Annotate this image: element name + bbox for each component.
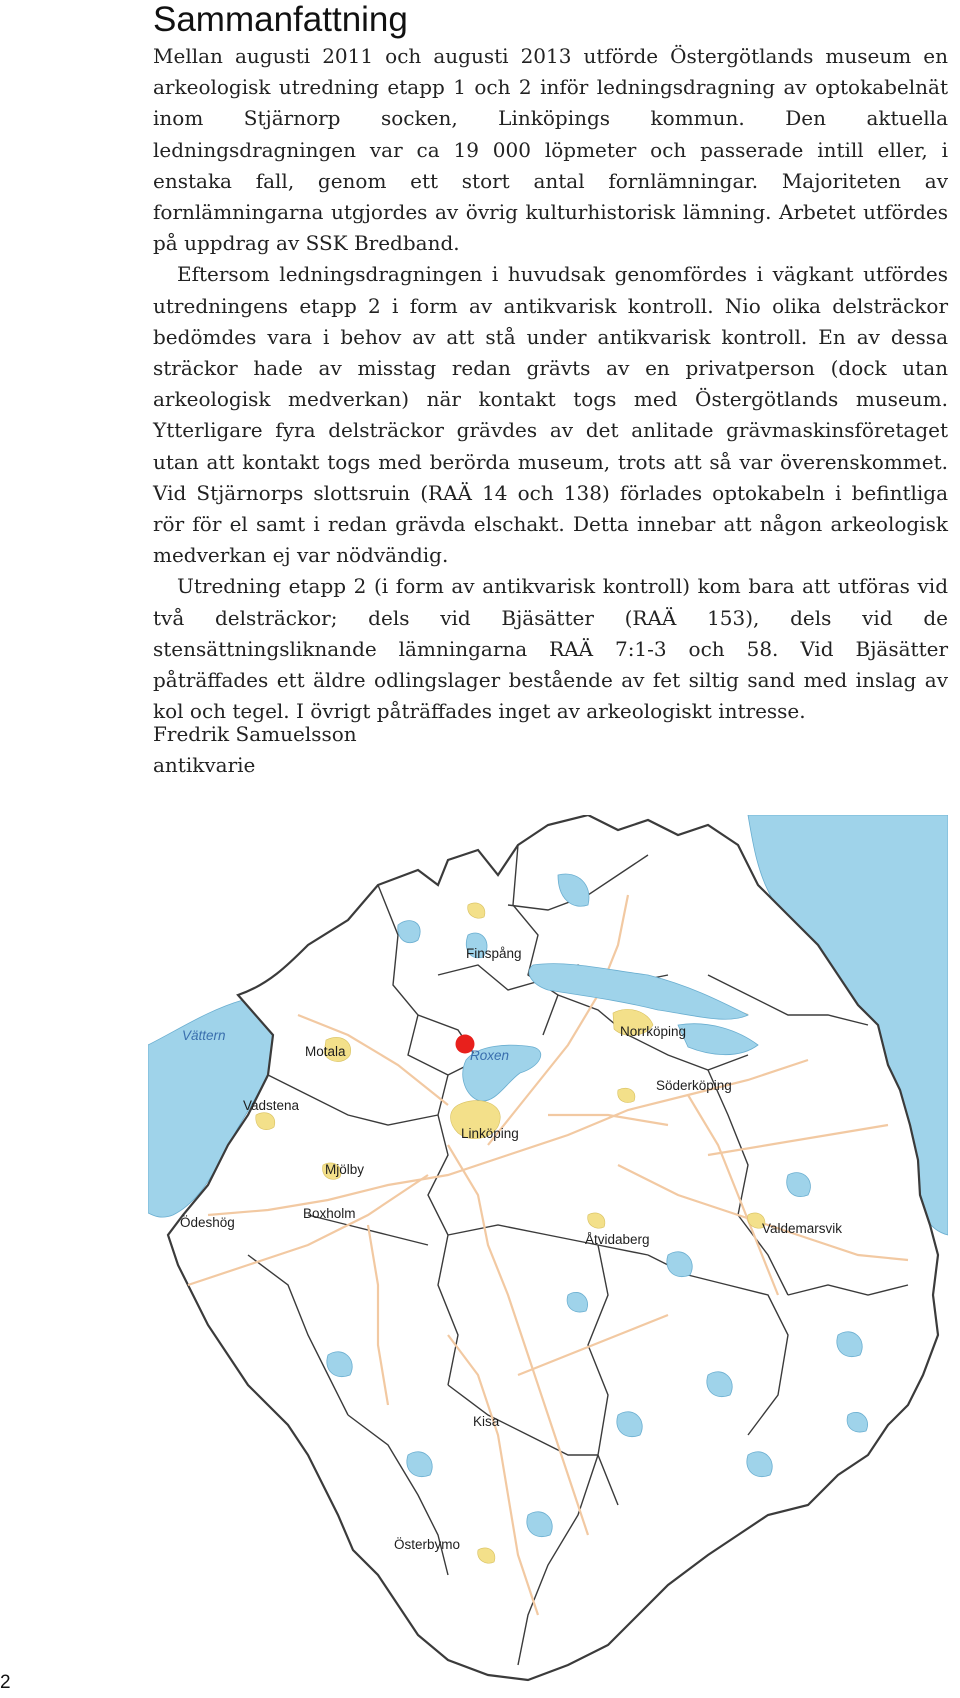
page-number: 2 — [0, 1672, 11, 1693]
map-label-motala: Motala — [305, 1044, 346, 1059]
summary-paragraph: Eftersom ledningsdragningen i huvudsak genomfördes i vägkant utfördes utredningens etapp 2 i form av antikvarisk kontroll. Nio olika delsträckor bedömdes vara i behov av att stå under antikvarisk kontroll. En av dessa sträckor hade av misstag redan grävts av en privatperson (dock utan arkeologisk medverkan) när kontakt togs med Östergötlands museum. Ytterligare fyra delsträckor grävdes av det anlitade grävmaskinsföretaget utan att kontakt togs med berörda museum, trots att så var överenskommet. Vid Stjärnorps slottsruin (RAÄ 14 och 138) förlades optokabeln i befintliga rör för el samt i redan grävda elschakt. Detta innebar att någon arkeologisk medverkan ej var nödvändig. — [153, 262, 948, 568]
map-label-roxen: Roxen — [470, 1048, 510, 1063]
map-label-linkoping: Linköping — [461, 1126, 519, 1141]
summary-paragraph: Utredning etapp 2 (i form av antikvarisk kontroll) kom bara att utföras vid två delsträckor; dels vid Bjäsätter (RAÄ 153), dels vid de stensättningsliknande lämningarna RAÄ 7:1-3 och 58. Vid Bjäsätter påträffades ett äldre odlingslager bestående av fet siltig sand med inslag av kol och tegel. I övrigt påträffades inget av arkeologiskt intresse. — [153, 574, 948, 724]
signature-name: Fredrik Samuelsson — [153, 722, 357, 746]
map-label-kisa: Kisa — [473, 1414, 500, 1429]
signature-title: antikvarie — [153, 753, 256, 777]
map-label-mjolby: Mjölby — [325, 1162, 365, 1177]
summary-paragraph: Mellan augusti 2011 och augusti 2013 utförde Östergötlands museum en arkeologisk utredning etapp 1 och 2 inför ledningsdragning av optokabelnät inom Stjärnorp socken, Linköpings kommun. Den aktuella ledningsdragningen var ca 19 000 löpmeter och passerade intill eller, i enstaka fall, genom ett stort antal fornlämningar. Majoriteten av fornlämningarna utgjordes av övrig kulturhistorisk lämning. Arbetet utfördes på uppdrag av SSK Bredband. — [153, 44, 948, 256]
map-label-finspang: Finspång — [466, 946, 522, 961]
map-label-norrkoping: Norrköping — [620, 1024, 687, 1039]
map-label-atvidaberg: Åtvidaberg — [585, 1232, 650, 1247]
map-label-valdemarsvik: Valdemarsvik — [762, 1221, 843, 1236]
map-label-boxholm: Boxholm — [303, 1206, 356, 1221]
page-title: Sammanfattning — [153, 0, 408, 39]
map-label-vadstena: Vadstena — [243, 1098, 300, 1113]
signature-block — [153, 719, 357, 781]
map-label-osterbymo: Österbymo — [394, 1537, 461, 1552]
location-map — [148, 815, 948, 1683]
summary-body — [153, 41, 948, 727]
map-label-vattern: Vättern — [182, 1028, 226, 1043]
map-svg — [148, 815, 948, 1683]
map-label-soderkoping: Söderköping — [656, 1078, 732, 1093]
map-label-odeshog: Ödeshög — [180, 1215, 235, 1230]
